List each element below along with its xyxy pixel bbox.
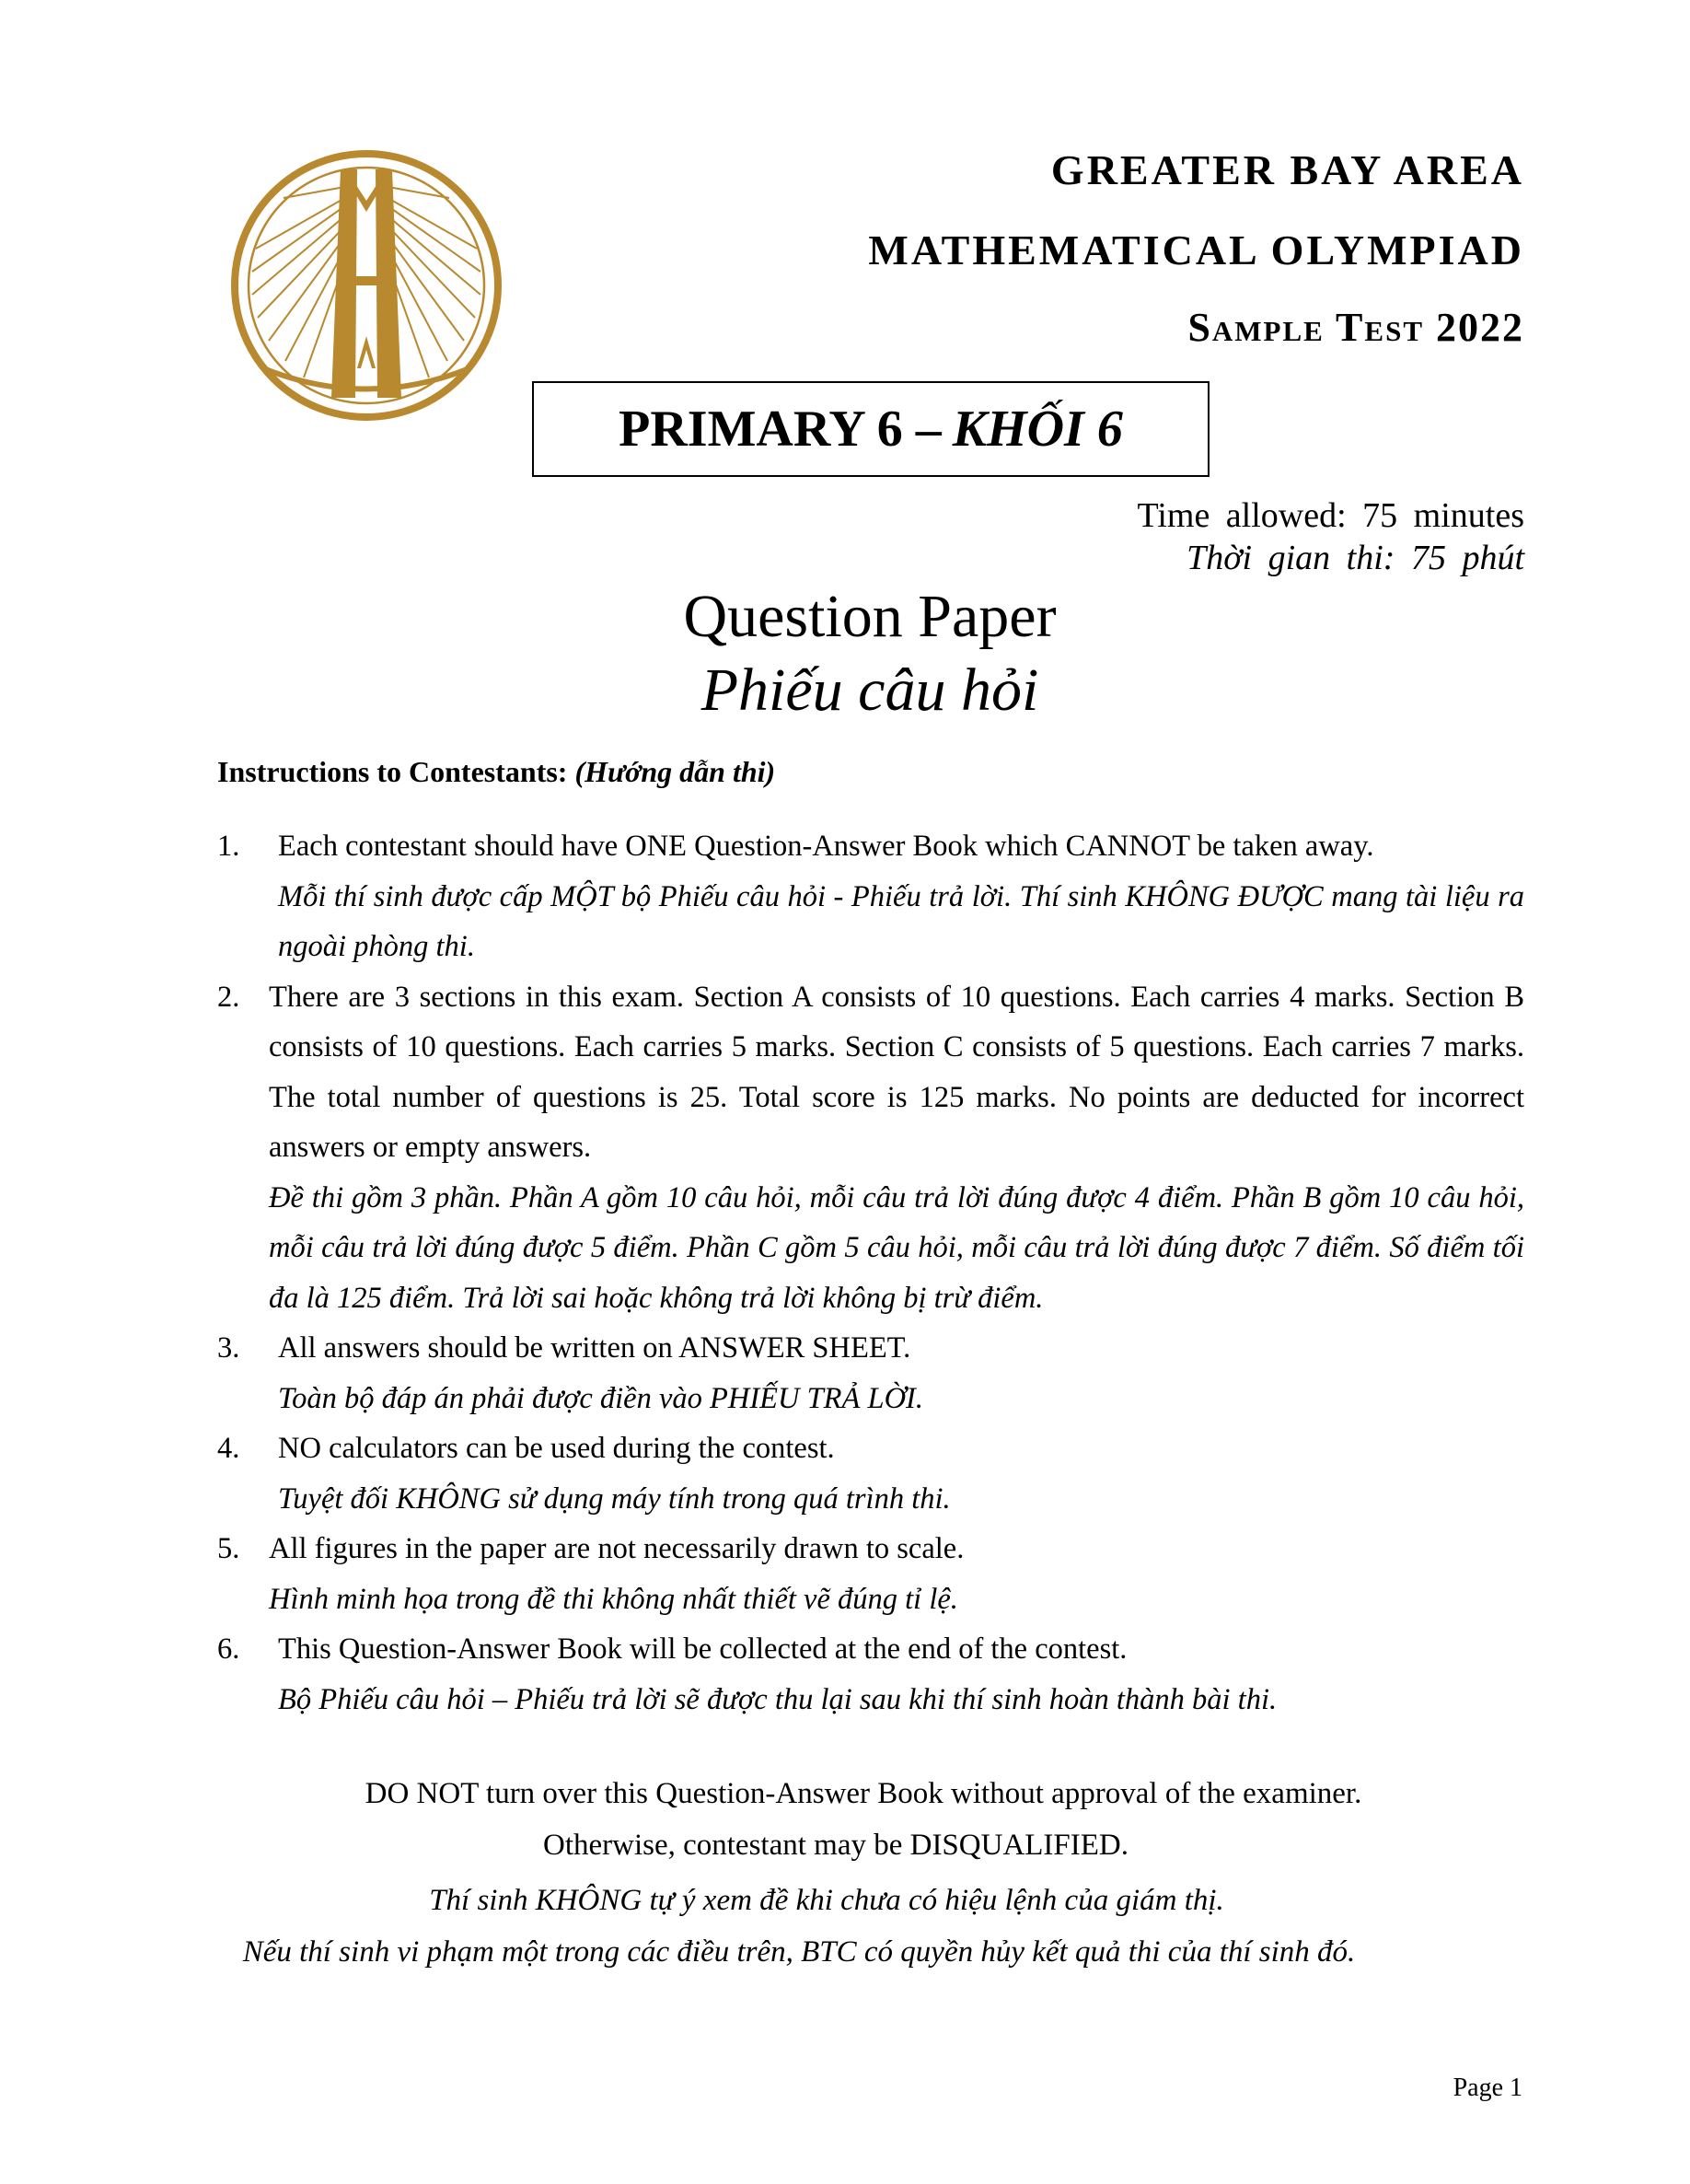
instruction-text-vn: Mỗi thí sinh được cấp MỘT bộ Phiếu câu hỏi - Phiếu trả lời. Thí sinh KHÔNG ĐƯỢC mang tài liệu ra ngoài phòng thi. xyxy=(278,879,1524,963)
instructions-heading-en: Instructions to Contestants: xyxy=(217,755,568,788)
instruction-number: 1. xyxy=(217,830,240,863)
instruction-text-en: This Question-Answer Book will be collected at the end of the contest. xyxy=(278,1632,1128,1666)
instruction-text-vn: Tuyệt đối KHÔNG sử dụng máy tính trong quá trình thi. xyxy=(278,1481,951,1516)
warning-en-line-2: Otherwise, contestant may be DISQUALIFIED. xyxy=(542,1829,1129,1862)
instructions-list xyxy=(217,821,1524,1725)
paper-title-en: Question Paper xyxy=(683,583,1057,650)
instruction-number: 2. xyxy=(217,980,240,1014)
time-allowed-vn: Thời gian thi: 75 phút xyxy=(1186,539,1524,577)
instruction-item-5 xyxy=(217,1524,1524,1624)
instruction-text-en: All figures in the paper are not necessarily drawn to scale. xyxy=(269,1532,965,1565)
warning-vn-line-1: Thí sinh KHÔNG tự ý xem đề khi chưa có hiệu lệnh của giám thị. xyxy=(429,1884,1224,1917)
instruction-text-en: NO calculators can be used during the contest. xyxy=(278,1432,835,1465)
time-allowed-en: Time allowed: 75 minutes xyxy=(1137,496,1524,535)
instruction-text-vn: Đề thi gồm 3 phần. Phần A gồm 10 câu hỏi, mỗi câu trả lời đúng được 4 điểm. Phần B gồm 10 câu hỏi, mỗi câu trả lời đúng được 5 điểm. Phần C gồm 5 câu hỏi, mỗi câu trả lời đúng được 7 điểm. Số điểm tối đa là 125 điểm. Trả lời sai hoặc không trả lời không bị trừ điểm. xyxy=(269,1180,1524,1315)
instruction-item-6 xyxy=(217,1624,1524,1725)
instruction-text-en: All answers should be written on ANSWER SHEET. xyxy=(278,1331,911,1365)
olympiad-logo xyxy=(228,147,504,424)
instruction-text-vn: Toàn bộ đáp án phải được điền vào PHIẾU TRẢ LỜI. xyxy=(278,1381,923,1415)
header-line-1: GREATER BAY AREA xyxy=(1050,146,1524,193)
paper-title-vn: Phiếu câu hỏi xyxy=(700,656,1039,724)
instruction-item-2 xyxy=(217,972,1524,1324)
instruction-number: 3. xyxy=(217,1331,240,1365)
instruction-item-1 xyxy=(217,821,1524,972)
header-line-2: MATHEMATICAL OLYMPIAD xyxy=(868,227,1524,273)
instructions-heading-vn: (Hướng dẫn thi) xyxy=(574,755,776,788)
instruction-number: 4. xyxy=(217,1432,240,1465)
warning-en-line-1: DO NOT turn over this Question-Answer Book without approval of the examiner. xyxy=(365,1777,1362,1810)
instruction-text-en: Each contestant should have ONE Question-Answer Book which CANNOT be taken away. xyxy=(278,830,1374,863)
grade-vn: KHỐI 6 xyxy=(952,401,1123,458)
grade-box xyxy=(532,381,1210,477)
instruction-item-3 xyxy=(217,1323,1524,1423)
instruction-text-en: There are 3 sections in this exam. Section A consists of 10 questions. Each carries 4 marks. Section B consists of 10 questions. Each carries 5 marks. Section C consists of 5 questions. Each carries 7 marks. The total number of questions is 25. Total score is 125 marks. No points are deducted for incorrect answers or empty answers. xyxy=(269,980,1524,1164)
page-number: Page 1 xyxy=(1453,2074,1522,2102)
instruction-text-vn: Bộ Phiếu câu hỏi – Phiếu trả lời sẽ được thu lại sau khi thí sinh hoàn thành bài thi. xyxy=(278,1682,1278,1716)
instruction-number: 5. xyxy=(217,1532,240,1565)
instruction-text-vn: Hình minh họa trong đề thi không nhất thiết vẽ đúng tỉ lệ. xyxy=(269,1582,958,1616)
warning-vn-line-2: Nếu thí sinh vi phạm một trong các điều trên, BTC có quyền hủy kết quả thi của thí sinh đó. xyxy=(242,1935,1356,1969)
instruction-item-4 xyxy=(217,1423,1524,1524)
grade-en: PRIMARY 6 – xyxy=(619,401,942,458)
instructions-heading xyxy=(217,755,775,789)
header-line-3: Sample Test 2022 xyxy=(1187,305,1524,350)
instruction-number: 6. xyxy=(217,1632,240,1666)
